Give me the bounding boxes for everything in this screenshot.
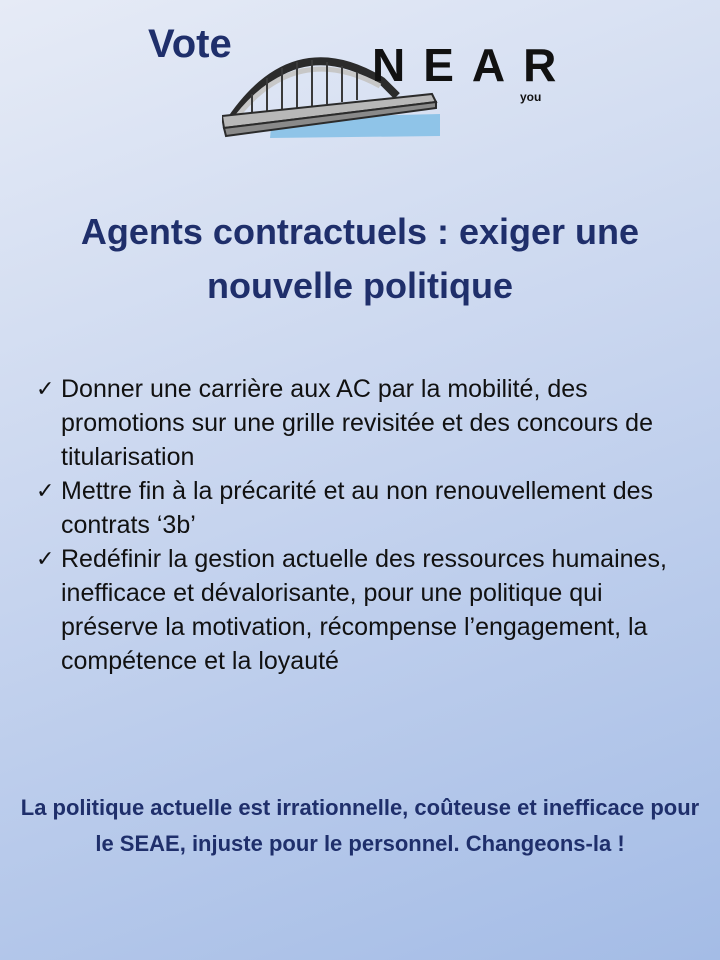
list-item [36, 474, 700, 542]
check-icon: ✓ [36, 478, 55, 503]
check-icon: ✓ [36, 546, 55, 571]
check-icon: ✓ [36, 376, 55, 401]
near-brand: NEAR [372, 39, 575, 91]
list-item [36, 542, 700, 678]
demands-list [36, 372, 700, 678]
header [0, 0, 720, 150]
list-item-text: Redéfinir la gestion actuelle des ressources humaines, inefficace et dévalorisante, pour une politique qui préserve la motivation, récompense l’engagement, la compétence et la loyauté [61, 545, 667, 675]
closing-statement: La politique actuelle est irrationnelle, coûteuse et inefficace pour le SEAE, injuste pour le personnel. Changeons-la ! [20, 795, 700, 856]
list-item [36, 372, 700, 474]
vote-label: Vote [148, 22, 232, 66]
page-title: Agents contractuels : exiger une nouvelle politique [80, 211, 640, 306]
list-item-text: Mettre fin à la précarité et au non renouvellement des contrats ‘3b’ [61, 477, 654, 539]
near-brand-sub: you [520, 90, 542, 104]
list-item-text: Donner une carrière aux AC par la mobilité, des promotions sur une grille revisitée et des concours de titularisation [61, 375, 653, 471]
